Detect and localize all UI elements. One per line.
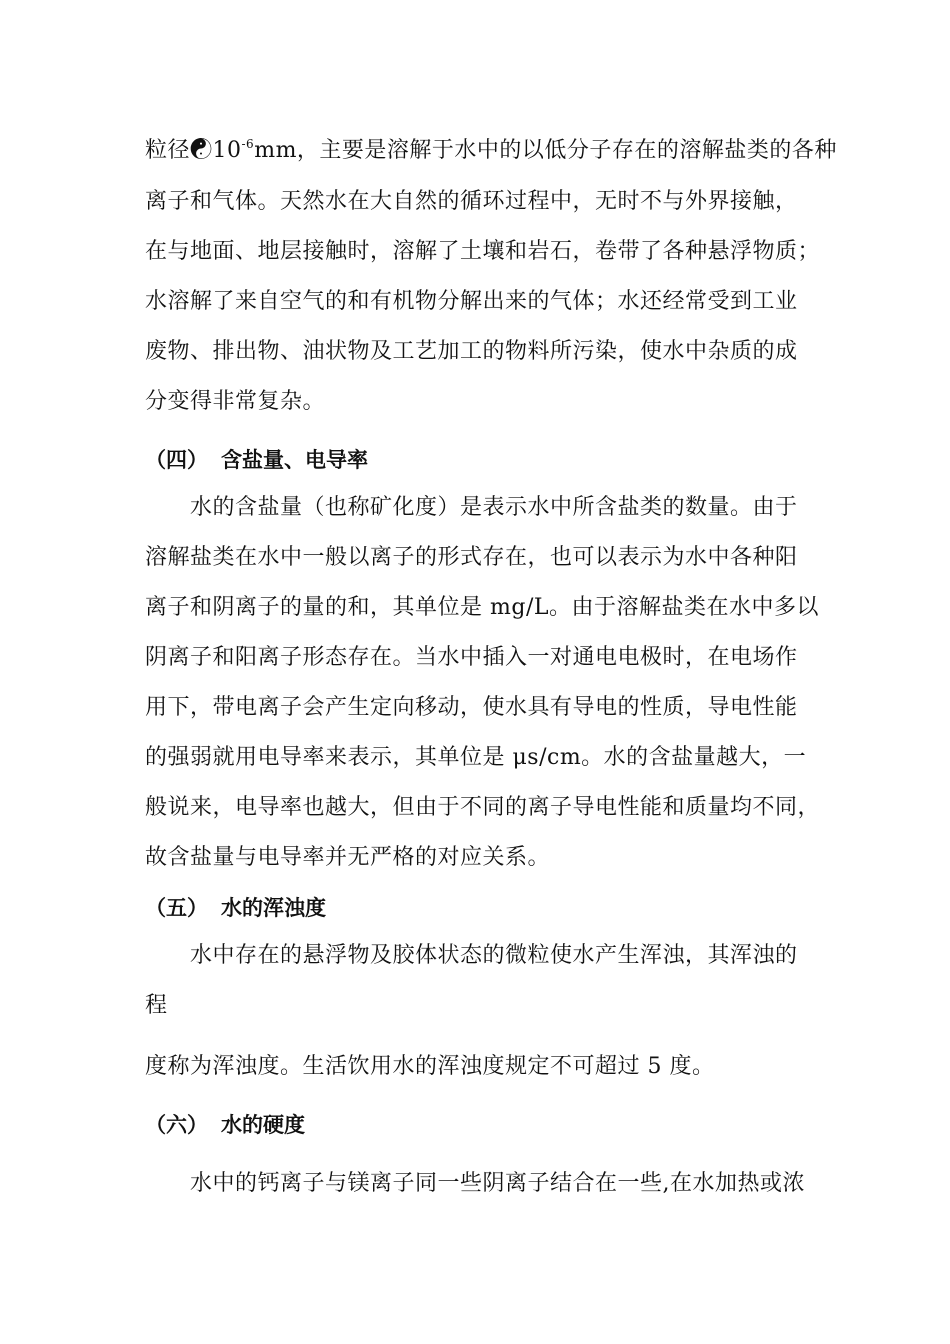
paragraph-line: 故含盐量与电导率并无严格的对应关系。: [145, 845, 551, 870]
paragraph-line: 水中的钙离子与镁离子同一些阴离子结合在一些,在水加热或浓: [190, 1171, 805, 1196]
paragraph-line: 溶解盐类在水中一般以离子的形式存在，也可以表示为水中各种阳: [145, 545, 798, 570]
paragraph-line: 用下，带电离子会产生定向移动，使水具有导电的性质，导电性能: [145, 695, 798, 720]
paragraph-line: 程: [145, 993, 168, 1018]
section-number: （六）: [145, 1113, 208, 1137]
text-fragment: mm，主要是溶解于水中的以低分子存在的溶解盐类的各种: [254, 138, 837, 163]
text-fragment: 粒径☯10: [145, 138, 242, 163]
paragraph-line: 废物、排出物、油状物及工艺加工的物料所污染，使水中杂质的成: [145, 339, 798, 364]
paragraph-line: 度称为浑浊度。生活饮用水的浑浊度规定不可超过 5 度。: [145, 1054, 715, 1079]
section-title: 水的浑浊度: [221, 896, 326, 920]
paragraph-line: 在与地面、地层接触时，溶解了土壤和岩石，卷带了各种悬浮物质；: [145, 239, 821, 264]
paragraph-line: 离子和阴离子的量的和，其单位是 mg/L。由于溶解盐类在水中多以: [145, 595, 819, 620]
paragraph-line: 的强弱就用电导率来表示，其单位是 μs/cm。水的含盐量越大，一: [145, 745, 807, 770]
paragraph-line: 阴离子和阳离子形态存在。当水中插入一对通电电极时，在电场作: [145, 645, 798, 670]
section-heading: [145, 1111, 305, 1139]
paragraph-line: [145, 137, 837, 165]
paragraph-line: 水溶解了来自空气的和有机物分解出来的气体；水还经常受到工业: [145, 289, 798, 314]
section-title: 水的硬度: [221, 1113, 305, 1137]
section-title: 含盐量、电导率: [221, 448, 368, 472]
paragraph-line: 般说来，电导率也越大，但由于不同的离子导电性能和质量均不同，: [145, 795, 821, 820]
paragraph-line: 离子和气体。天然水在大自然的循环过程中，无时不与外界接触，: [145, 189, 798, 214]
paragraph-line: 水中存在的悬浮物及胶体状态的微粒使水产生浑浊，其浑浊的: [190, 943, 798, 968]
section-number: （四）: [145, 448, 208, 472]
section-number: （五）: [145, 896, 208, 920]
section-heading: [145, 446, 368, 474]
paragraph-line: 分变得非常复杂。: [145, 389, 326, 414]
section-heading: [145, 894, 326, 922]
superscript: -6: [241, 137, 255, 151]
paragraph-line: 水的含盐量（也称矿化度）是表示水中所含盐类的数量。由于: [190, 495, 798, 520]
